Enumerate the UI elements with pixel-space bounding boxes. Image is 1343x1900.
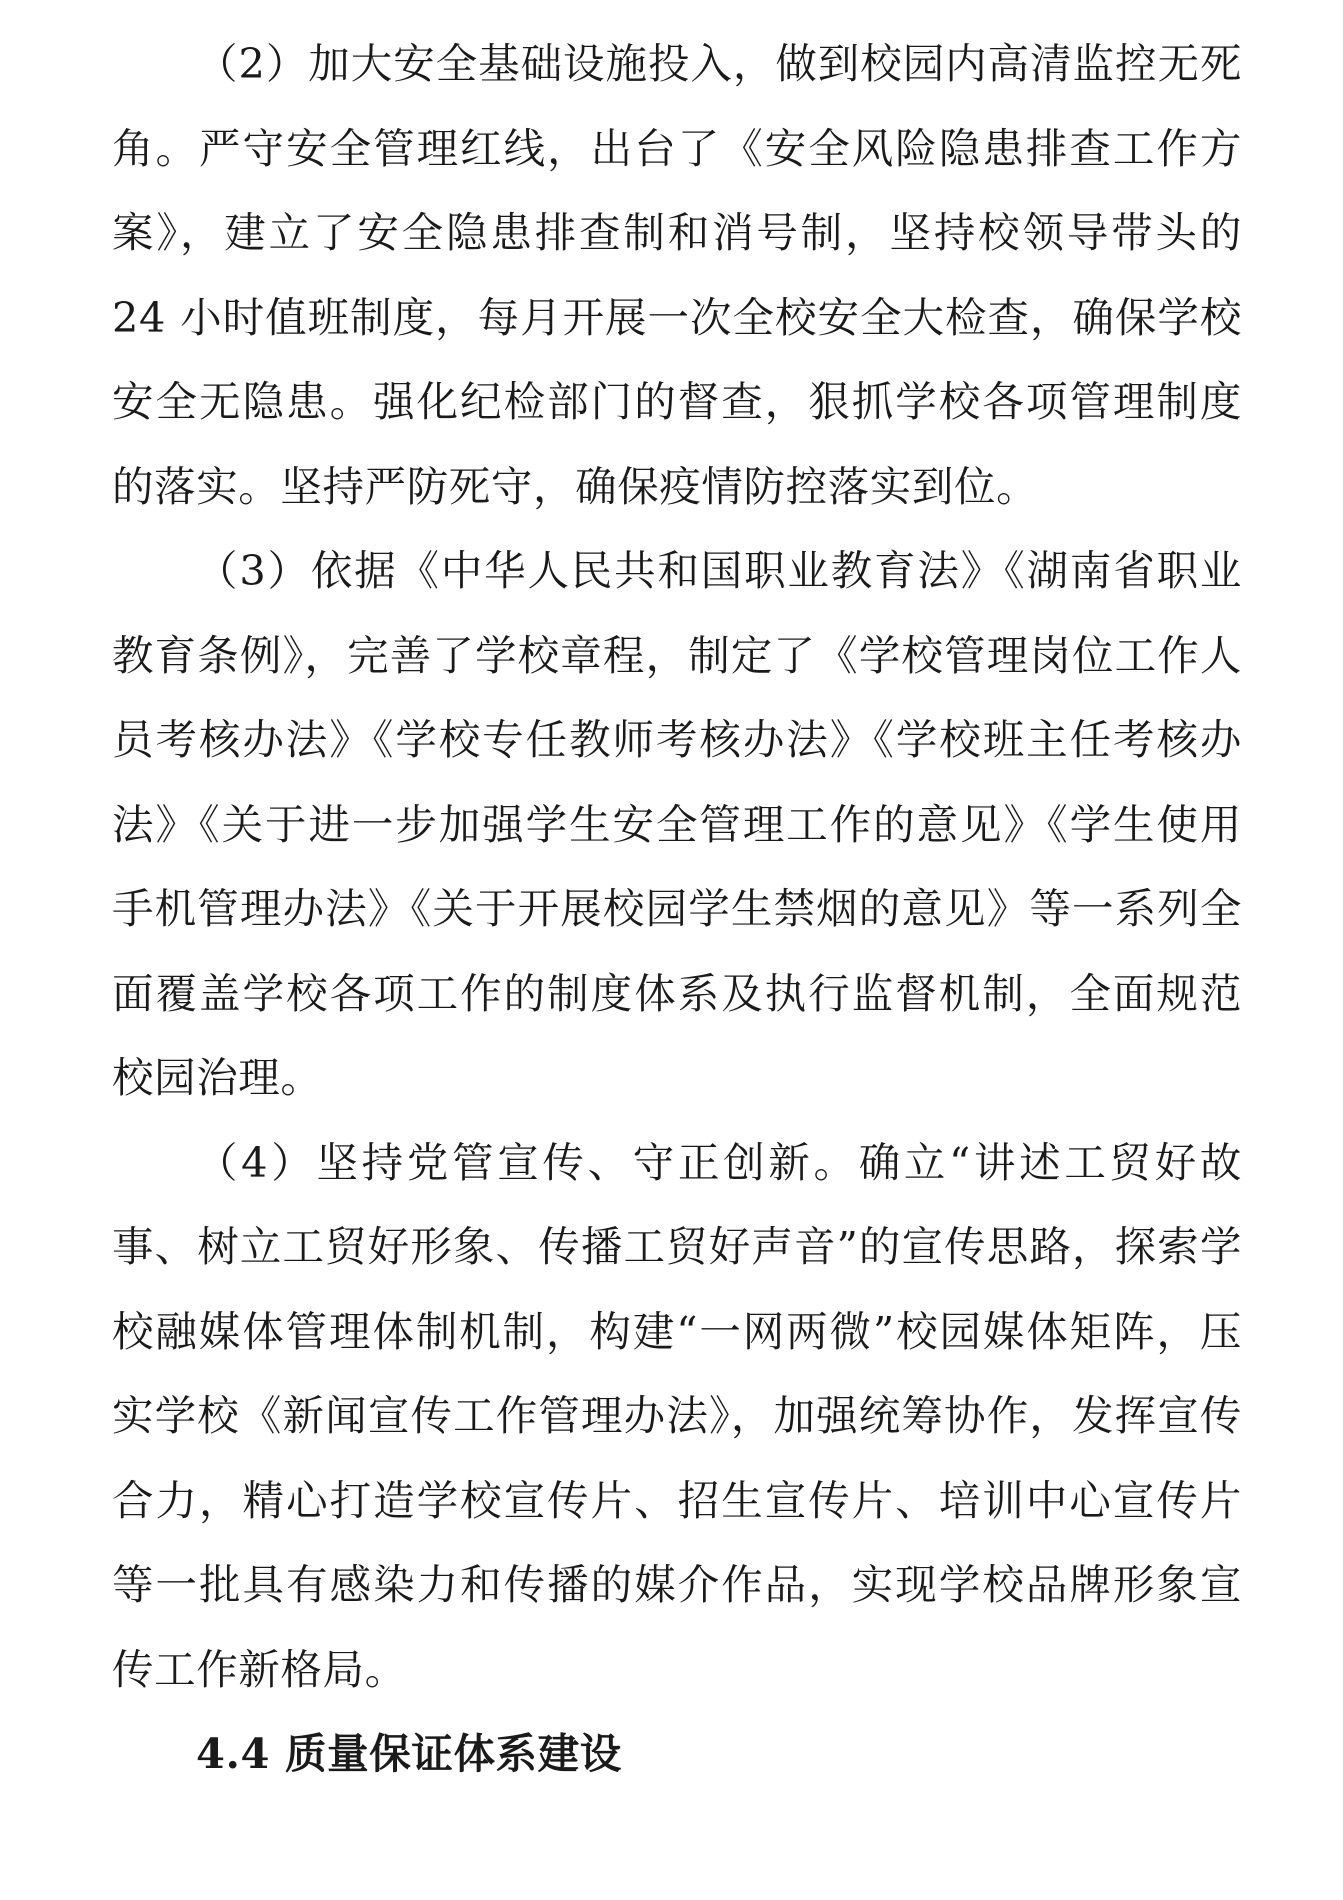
paragraph-regulations: （3）依据《中华人民共和国职业教育法》《湖南省职业教育条例》，完善了学校章程，制定了《学校管理岗位工作人员考核办法》《学校专任教师考核办法》《学校班主任考核办法》《关于进一步加强学生安全管理工作的意见》《学生使用手机管理办法》《关于开展校园学生禁烟的意见》等一系列全面覆盖学校各项工作的制度体系及执行监督机制，全面规范校园治理。 bbox=[112, 546, 1242, 1102]
paragraph-publicity: （4）坚持党管宣传、守正创新。确立“讲述工贸好故事、树立工贸好形象、传播工贸好声音”的宣传思路，探索学校融媒体管理体制机制，构建“一网两微”校园媒体矩阵，压实学校《新闻宣传工作管理办法》，加强统筹协作，发挥宣传合力，精心打造学校宣传片、招生宣传片、培训中心宣传片等一批具有感染力和传播的媒介作品，实现学校品牌形象宣传工作新格局。 bbox=[112, 1137, 1242, 1694]
body-text bbox=[112, 22, 1242, 1712]
section-heading: 4.4 质量保证体系建设 bbox=[196, 1729, 622, 1778]
paragraph-safety-infrastructure: （2）加大安全基础设施投入，做到校园内高清监控无死角。严守安全管理红线，出台了《安全风险隐患排查工作方案》，建立了安全隐患排查制和消号制，坚持校领导带头的 24 小时值班制度，每月开展一次全校安全大检查，确保学校安全无隐患。强化纪检部门的督查，狠抓学校各项管理制度的落实。坚持严防死守，确保疫情防控落实到位。 bbox=[112, 39, 1242, 511]
